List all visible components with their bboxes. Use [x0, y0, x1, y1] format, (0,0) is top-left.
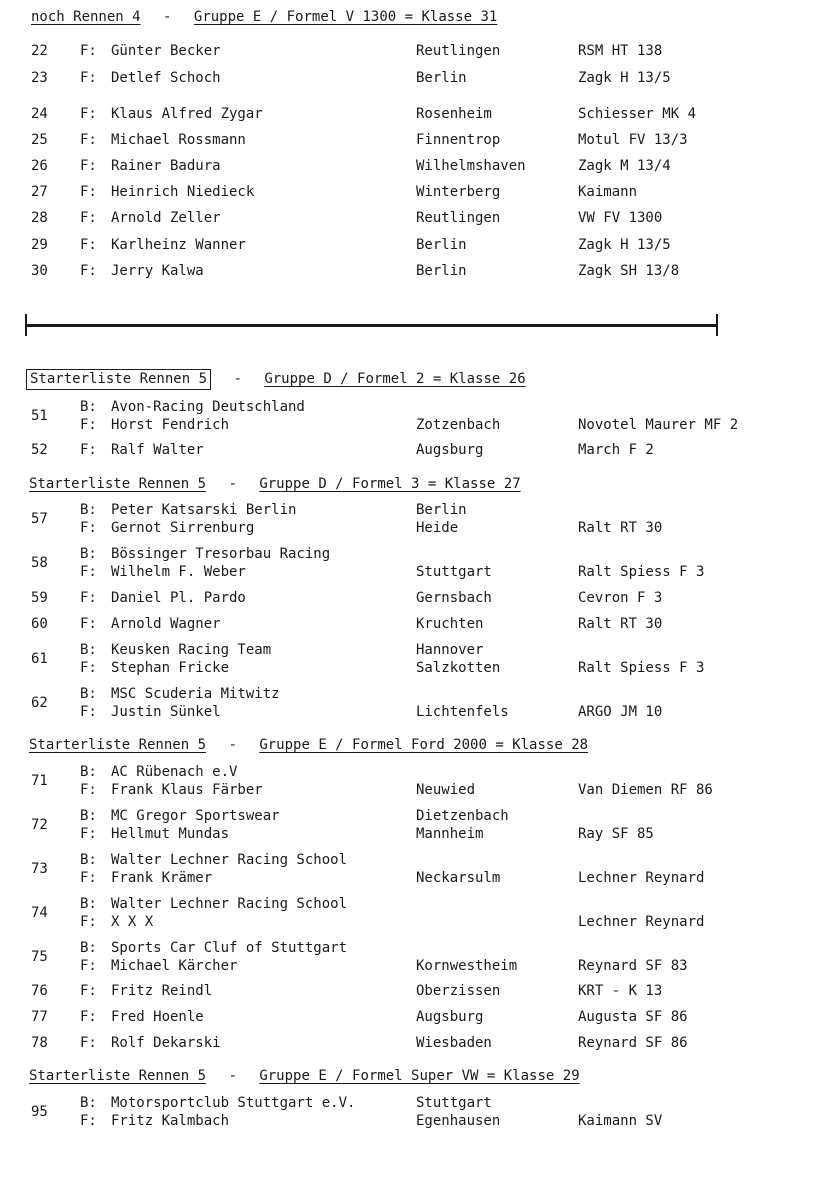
entry-city: Oberzissen [416, 983, 501, 999]
header-prefix: noch Rennen 4 [31, 9, 141, 25]
start-number: 77 [31, 1009, 48, 1025]
start-number: 61 [31, 651, 48, 667]
entry-name: Arnold Zeller [111, 210, 221, 226]
entry-city: Wilhelmshaven [416, 158, 526, 174]
entry-city: Hannover [416, 642, 484, 658]
entry-name: Michael Rossmann [111, 132, 246, 148]
entry-city: Mannheim [416, 826, 484, 842]
entry-city: Wiesbaden [416, 1035, 492, 1051]
entry-car: Novotel Maurer MF 2 [578, 417, 739, 433]
entry-car: VW FV 1300 [578, 210, 663, 226]
entry-name: Rainer Badura [111, 158, 221, 174]
entry-car: Ralt RT 30 [578, 616, 663, 632]
entry-name: Jerry Kalwa [111, 263, 204, 279]
start-number: 30 [31, 263, 48, 279]
entry-role: F: [80, 958, 97, 974]
entry-name: Peter Katsarski Berlin [111, 502, 297, 518]
entry-car: Ralt Spiess F 3 [578, 564, 705, 580]
section-header-formel-super-vw [29, 1068, 580, 1084]
entry-name: MSC Scuderia Mitwitz [111, 686, 280, 702]
entry-role: F: [80, 782, 97, 798]
entry-car: Ray SF 85 [578, 826, 654, 842]
entry-city: Neckarsulm [416, 870, 501, 886]
entry-name: Daniel Pl. Pardo [111, 590, 246, 606]
start-number: 78 [31, 1035, 48, 1051]
entry-car: Augusta SF 86 [578, 1009, 688, 1025]
entry-city: Augsburg [416, 442, 484, 458]
entry-car: Lechner Reynard [578, 870, 705, 886]
section-header-formel-3 [29, 476, 521, 492]
entry-city: Reutlingen [416, 43, 501, 59]
entry-name: Stephan Fricke [111, 660, 230, 676]
entry-city: Finnentrop [416, 132, 501, 148]
start-number: 73 [31, 861, 48, 877]
entry-name: Karlheinz Wanner [111, 237, 246, 253]
entry-role: F: [80, 590, 97, 606]
entry-role: B: [80, 502, 97, 518]
entry-role: B: [80, 686, 97, 702]
entry-car: Zagk H 13/5 [578, 70, 671, 86]
start-number: 74 [31, 905, 48, 921]
entry-city: Reutlingen [416, 210, 501, 226]
entry-role: B: [80, 546, 97, 562]
entry-city: Lichtenfels [416, 704, 509, 720]
entry-city: Stuttgart [416, 1095, 492, 1111]
entry-name: MC Gregor Sportswear [111, 808, 280, 824]
start-number: 76 [31, 983, 48, 999]
entry-city: Egenhausen [416, 1113, 501, 1129]
section-header-formel-2 [26, 371, 526, 387]
entry-role: F: [80, 616, 97, 632]
entry-role: F: [80, 263, 97, 279]
entry-role: F: [80, 106, 97, 122]
entry-car: Van Diemen RF 86 [578, 782, 713, 798]
entry-city: Berlin [416, 502, 467, 518]
start-number: 95 [31, 1104, 48, 1120]
section-header-formel-ford [29, 737, 588, 753]
start-number: 62 [31, 695, 48, 711]
entry-role: F: [80, 237, 97, 253]
entry-role: F: [80, 704, 97, 720]
entry-city: Heide [416, 520, 459, 536]
header-group: Gruppe E / Formel V 1300 = Klasse 31 [193, 9, 498, 25]
entry-car: Zagk SH 13/8 [578, 263, 680, 279]
header-prefix: Starterliste Rennen 5 [29, 737, 207, 753]
start-number: 59 [31, 590, 48, 606]
start-number: 71 [31, 773, 48, 789]
entry-name: Fritz Kalmbach [111, 1113, 230, 1129]
entry-name: Wilhelm F. Weber [111, 564, 246, 580]
entry-car: Cevron F 3 [578, 590, 663, 606]
header-prefix-boxed: Starterliste Rennen 5 [26, 369, 211, 390]
start-number: 23 [31, 70, 48, 86]
header-prefix: Starterliste Rennen 5 [29, 476, 207, 492]
entry-role: F: [80, 520, 97, 536]
entry-city: Rosenheim [416, 106, 492, 122]
entry-name: Keusken Racing Team [111, 642, 272, 658]
entry-name: Klaus Alfred Zygar [111, 106, 263, 122]
entry-name: Hellmut Mundas [111, 826, 230, 842]
header-group: Gruppe E / Formel Super VW = Klasse 29 [259, 1068, 580, 1084]
entry-city: Kruchten [416, 616, 484, 632]
header-dash: - [228, 476, 237, 492]
separator-right-tick [716, 314, 718, 336]
entry-car: Reynard SF 83 [578, 958, 688, 974]
entry-car: RSM HT 138 [578, 43, 663, 59]
entry-name: Walter Lechner Racing School [111, 852, 348, 868]
header-dash: - [163, 9, 172, 25]
entry-name: Arnold Wagner [111, 616, 221, 632]
entry-role: F: [80, 43, 97, 59]
entry-name: Bössinger Tresorbau Racing [111, 546, 331, 562]
entry-name: Sports Car Cluf of Stuttgart [111, 940, 348, 956]
entry-role: B: [80, 896, 97, 912]
start-number: 51 [31, 408, 48, 424]
header-prefix: Starterliste Rennen 5 [29, 1068, 207, 1084]
separator-rule [25, 324, 718, 327]
entry-city: Kornwestheim [416, 958, 518, 974]
start-number: 26 [31, 158, 48, 174]
entry-name: Detlef Schoch [111, 70, 221, 86]
entry-car: Lechner Reynard [578, 914, 705, 930]
entry-city: Berlin [416, 70, 467, 86]
entry-car: Motul FV 13/3 [578, 132, 688, 148]
entry-role: F: [80, 870, 97, 886]
entry-role: F: [80, 826, 97, 842]
entry-role: B: [80, 764, 97, 780]
entry-name: Günter Becker [111, 43, 221, 59]
start-number: 22 [31, 43, 48, 59]
entry-city: Gernsbach [416, 590, 492, 606]
entry-name: Rolf Dekarski [111, 1035, 221, 1051]
entry-car: Kaimann SV [578, 1113, 663, 1129]
entry-car: March F 2 [578, 442, 654, 458]
start-number: 28 [31, 210, 48, 226]
entry-role: B: [80, 399, 97, 415]
entry-city: Salzkotten [416, 660, 501, 676]
entry-name: Gernot Sirrenburg [111, 520, 255, 536]
start-number: 57 [31, 511, 48, 527]
entry-city: Stuttgart [416, 564, 492, 580]
entry-name: Avon-Racing Deutschland [111, 399, 305, 415]
entry-role: F: [80, 660, 97, 676]
header-group: Gruppe E / Formel Ford 2000 = Klasse 28 [259, 737, 589, 753]
entry-name: Motorsportclub Stuttgart e.V. [111, 1095, 356, 1111]
entry-name: X X X [111, 914, 154, 930]
entry-name: Ralf Walter [111, 442, 204, 458]
entry-role: F: [80, 184, 97, 200]
entry-car: Ralt Spiess F 3 [578, 660, 705, 676]
entry-role: F: [80, 210, 97, 226]
entry-name: Justin Sünkel [111, 704, 221, 720]
entry-city: Berlin [416, 263, 467, 279]
entry-city: Neuwied [416, 782, 476, 798]
entry-role: F: [80, 442, 97, 458]
entry-car: Zagk M 13/4 [578, 158, 671, 174]
start-number: 75 [31, 949, 48, 965]
header-group: Gruppe D / Formel 3 = Klasse 27 [259, 476, 521, 492]
entry-role: B: [80, 808, 97, 824]
entry-car: Schiesser MK 4 [578, 106, 697, 122]
entry-car: Kaimann [578, 184, 638, 200]
entry-car: ARGO JM 10 [578, 704, 663, 720]
entry-role: F: [80, 1009, 97, 1025]
entry-name: Michael Kärcher [111, 958, 238, 974]
entry-city: Augsburg [416, 1009, 484, 1025]
entry-role: F: [80, 983, 97, 999]
entry-name: Horst Fendrich [111, 417, 230, 433]
entry-role: F: [80, 1113, 97, 1129]
entry-role: B: [80, 1095, 97, 1111]
entry-name: Fritz Reindl [111, 983, 213, 999]
start-number: 29 [31, 237, 48, 253]
header-dash: - [228, 1068, 237, 1084]
entry-role: F: [80, 564, 97, 580]
entry-city: Winterberg [416, 184, 501, 200]
entry-car: Ralt RT 30 [578, 520, 663, 536]
entry-role: B: [80, 940, 97, 956]
entry-car: Zagk H 13/5 [578, 237, 671, 253]
entry-name: Walter Lechner Racing School [111, 896, 348, 912]
start-number: 24 [31, 106, 48, 122]
start-number: 72 [31, 817, 48, 833]
entry-role: B: [80, 642, 97, 658]
start-number: 60 [31, 616, 48, 632]
start-number: 27 [31, 184, 48, 200]
entry-role: B: [80, 852, 97, 868]
entry-role: F: [80, 158, 97, 174]
entry-name: Fred Hoenle [111, 1009, 204, 1025]
entry-name: Frank Klaus Färber [111, 782, 263, 798]
entry-name: Frank Krämer [111, 870, 213, 886]
entry-role: F: [80, 417, 97, 433]
start-number: 25 [31, 132, 48, 148]
entry-city: Dietzenbach [416, 808, 509, 824]
entry-role: F: [80, 1035, 97, 1051]
entry-name: Heinrich Niedieck [111, 184, 255, 200]
entry-name: AC Rübenach e.V [111, 764, 238, 780]
entry-car: KRT - K 13 [578, 983, 663, 999]
start-number: 52 [31, 442, 48, 458]
start-number: 58 [31, 555, 48, 571]
entry-role: F: [80, 132, 97, 148]
header-dash: - [228, 737, 237, 753]
entry-city: Zotzenbach [416, 417, 501, 433]
entry-role: F: [80, 70, 97, 86]
entry-car: Reynard SF 86 [578, 1035, 688, 1051]
entry-role: F: [80, 914, 97, 930]
entry-city: Berlin [416, 237, 467, 253]
header-dash: - [233, 371, 242, 387]
header-group: Gruppe D / Formel 2 = Klasse 26 [264, 371, 526, 387]
section-header-rennen-4 [31, 9, 497, 25]
